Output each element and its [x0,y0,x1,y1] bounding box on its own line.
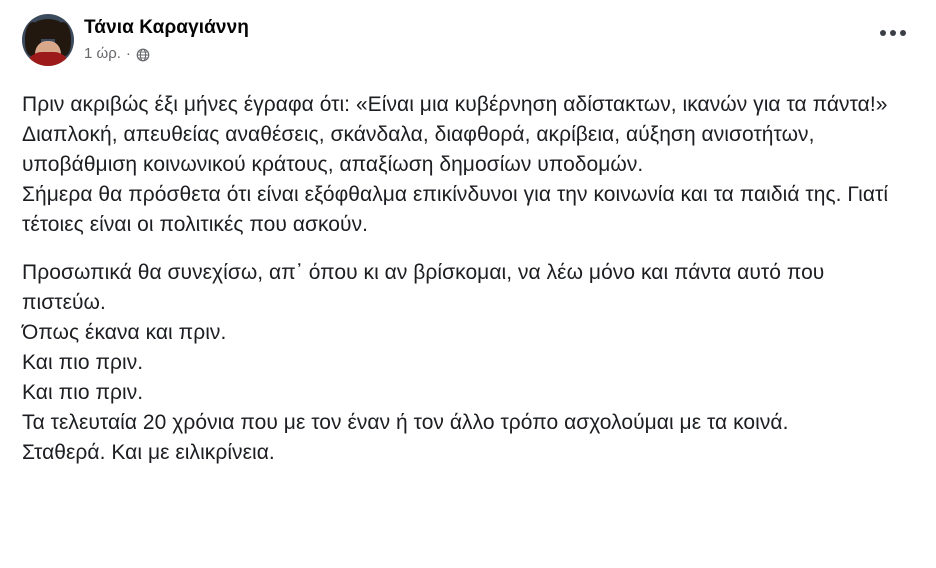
dot [890,30,896,36]
dot [880,30,886,36]
post-paragraph: Και πιο πριν. [22,381,144,404]
post-author-name[interactable]: Τάνια Καραγιάννη [84,17,249,38]
post-paragraph: Τα τελευταία 20 χρόνια που με τον έναν ή τον άλλο τρόπο ασχολούμαι με τα κοινά. [22,411,789,434]
meta-separator: · [125,45,131,62]
post-paragraph: Σήμερα θα πρόσθετα ότι είναι εξόφθαλμα επικίνδυνοι για την κοινωνία και τα παιδιά της. Γιατί τέτοιες είναι οι πολιτικές που ασκούν. [22,183,889,236]
avatar-hair-top [31,19,65,39]
post-body [22,90,914,468]
post-paragraph: Σταθερά. Και με ειλικρίνεια. [22,441,275,464]
post-paragraph: Και πιο πριν. [22,351,144,374]
post-timestamp[interactable]: 1 ώρ. [84,45,121,62]
post-paragraph: Προσωπικά θα συνεχίσω, απ᾽ όπου κι αν βρίσκομαι, να λέω μόνο και πάντα αυτό που πιστεύω. [22,261,825,314]
avatar-body [26,52,70,66]
post-paragraph: Όπως έκανα και πριν. [22,321,227,344]
more-options-icon[interactable] [874,24,912,42]
post-header-text [84,14,249,63]
post-paragraph: Διαπλοκή, απευθείας αναθέσεις, σκάνδαλα, διαφθορά, ακρίβεια, αύξηση ανισοτήτων, υποβάθμιση κοινωνικού κράτους, απαξίωση δημοσίων υποδομών. [22,123,815,176]
post-meta [84,45,249,63]
dot [900,30,906,36]
post-paragraph: Πριν ακριβώς έξι μήνες έγραφα ότι: «Είναι μια κυβέρνηση αδίστακτων, ικανών για τα πάντα!» [22,93,888,116]
globe-icon[interactable] [136,48,150,62]
avatar[interactable] [22,14,74,66]
post-header [22,14,914,76]
paragraph-spacer [22,240,914,258]
